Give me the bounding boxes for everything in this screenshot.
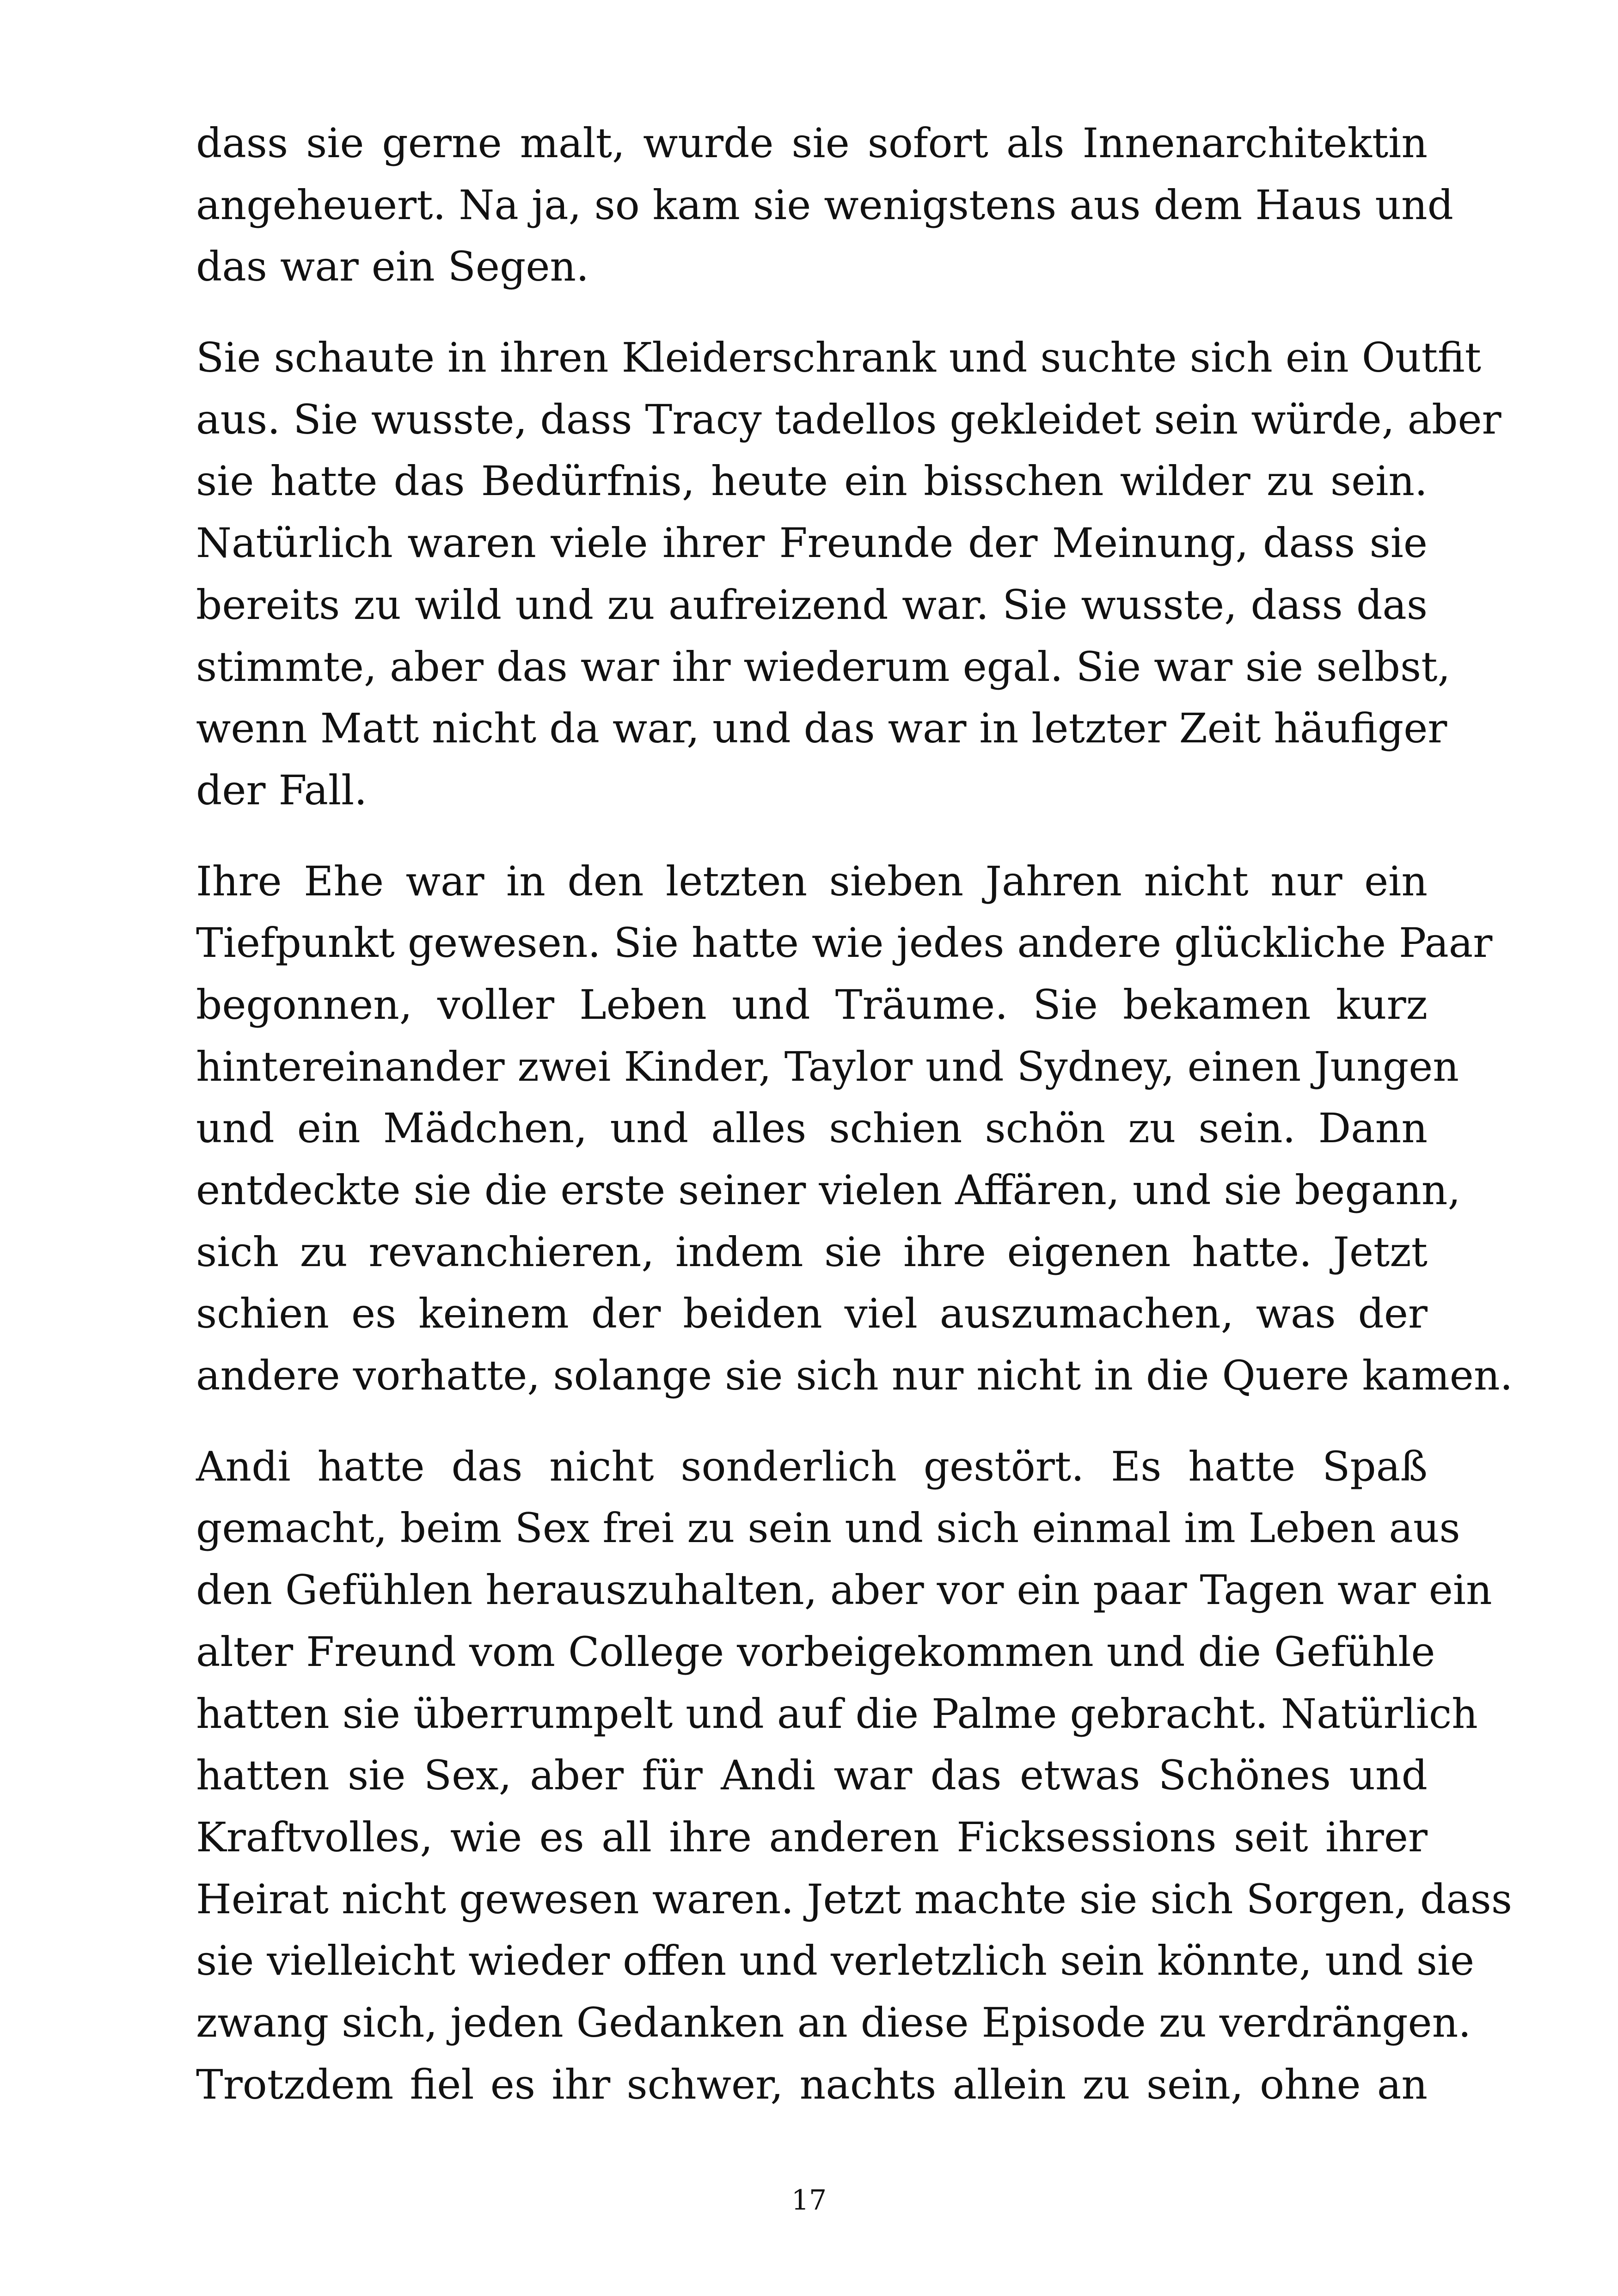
text-line: entdeckte sie die erste seiner vielen Affären, und sie begann, [196, 1166, 1461, 1214]
text-line: Ihre Ehe war in den letzten sieben Jahren nicht nur ein [196, 857, 1428, 905]
text-line: bereits zu wild und zu aufreizend war. Sie wusste, dass das [196, 581, 1428, 629]
text-line: andere vorhatte, solange sie sich nur nicht in die Quere kamen. [196, 1352, 1513, 1400]
text-line: alter Freund vom College vorbeigekommen und die Gefühle [196, 1628, 1435, 1676]
text-line: den Gefühlen herauszuhalten, aber vor ein paar Tagen war ein [196, 1566, 1492, 1614]
text-line: Sie schaute in ihren Kleiderschrank und suchte sich ein Outfit [196, 334, 1481, 382]
text-line: hintereinander zwei Kinder, Taylor und Sydney, einen Jungen [196, 1042, 1459, 1090]
text-line: das war ein Segen. [196, 243, 589, 291]
page-number: 17 [791, 2184, 827, 2216]
text-line: hatten sie überrumpelt und auf die Palme gebracht. Natürlich [196, 1690, 1478, 1738]
text-line: Natürlich waren viele ihrer Freunde der Meinung, dass sie [196, 519, 1428, 567]
text-line: der Fall. [196, 766, 368, 814]
text-line: schien es keinem der beiden viel auszumachen, was der [196, 1290, 1428, 1338]
text-line: sich zu revanchieren, indem sie ihre eigenen hatte. Jetzt [196, 1228, 1428, 1276]
text-line: Tiefpunkt gewesen. Sie hatte wie jedes andere glückliche Paar [196, 919, 1493, 967]
text-line: sie hatte das Bedürfnis, heute ein bisschen wilder zu sein. [196, 457, 1428, 505]
text-line: Andi hatte das nicht sonderlich gestört. Es hatte Spaß [196, 1442, 1428, 1490]
text-line: dass sie gerne malt, wurde sie sofort als Innenarchitektin [196, 119, 1428, 167]
paragraph [196, 327, 1502, 821]
text-line: aus. Sie wusste, dass Tracy tadellos gekleidet sein würde, aber [196, 395, 1502, 443]
text-line: sie vielleicht wieder offen und verletzlich sein könnte, und sie [196, 1937, 1475, 1985]
body-text [196, 112, 1513, 2115]
paragraph [196, 851, 1513, 1407]
text-line: Trotzdem fiel es ihr schwer, nachts allein zu sein, ohne an [196, 2060, 1428, 2108]
text-line: angeheuert. Na ja, so kam sie wenigstens aus dem Haus und [196, 181, 1454, 229]
text-line: stimmte, aber das war ihr wiederum egal. Sie war sie selbst, [196, 643, 1451, 691]
text-line: hatten sie Sex, aber für Andi war das etwas Schönes und [196, 1751, 1428, 1800]
text-line: wenn Matt nicht da war, und das war in letzter Zeit häufiger [196, 704, 1447, 753]
text-line: gemacht, beim Sex frei zu sein und sich einmal im Leben aus [196, 1504, 1460, 1552]
text-line: zwang sich, jeden Gedanken an diese Episode zu verdrängen. [196, 1998, 1471, 2046]
text-line: Kraftvolles, wie es all ihre anderen Ficksessions seit ihrer [196, 1813, 1428, 1861]
text-line: Heirat nicht gewesen waren. Jetzt machte sie sich Sorgen, dass [196, 1875, 1512, 1923]
paragraph [196, 112, 1454, 298]
text-line: und ein Mädchen, und alles schien schön zu sein. Dann [196, 1104, 1428, 1152]
paragraph [196, 1436, 1512, 2116]
text-line: begonnen, voller Leben und Träume. Sie bekamen kurz [196, 980, 1428, 1029]
